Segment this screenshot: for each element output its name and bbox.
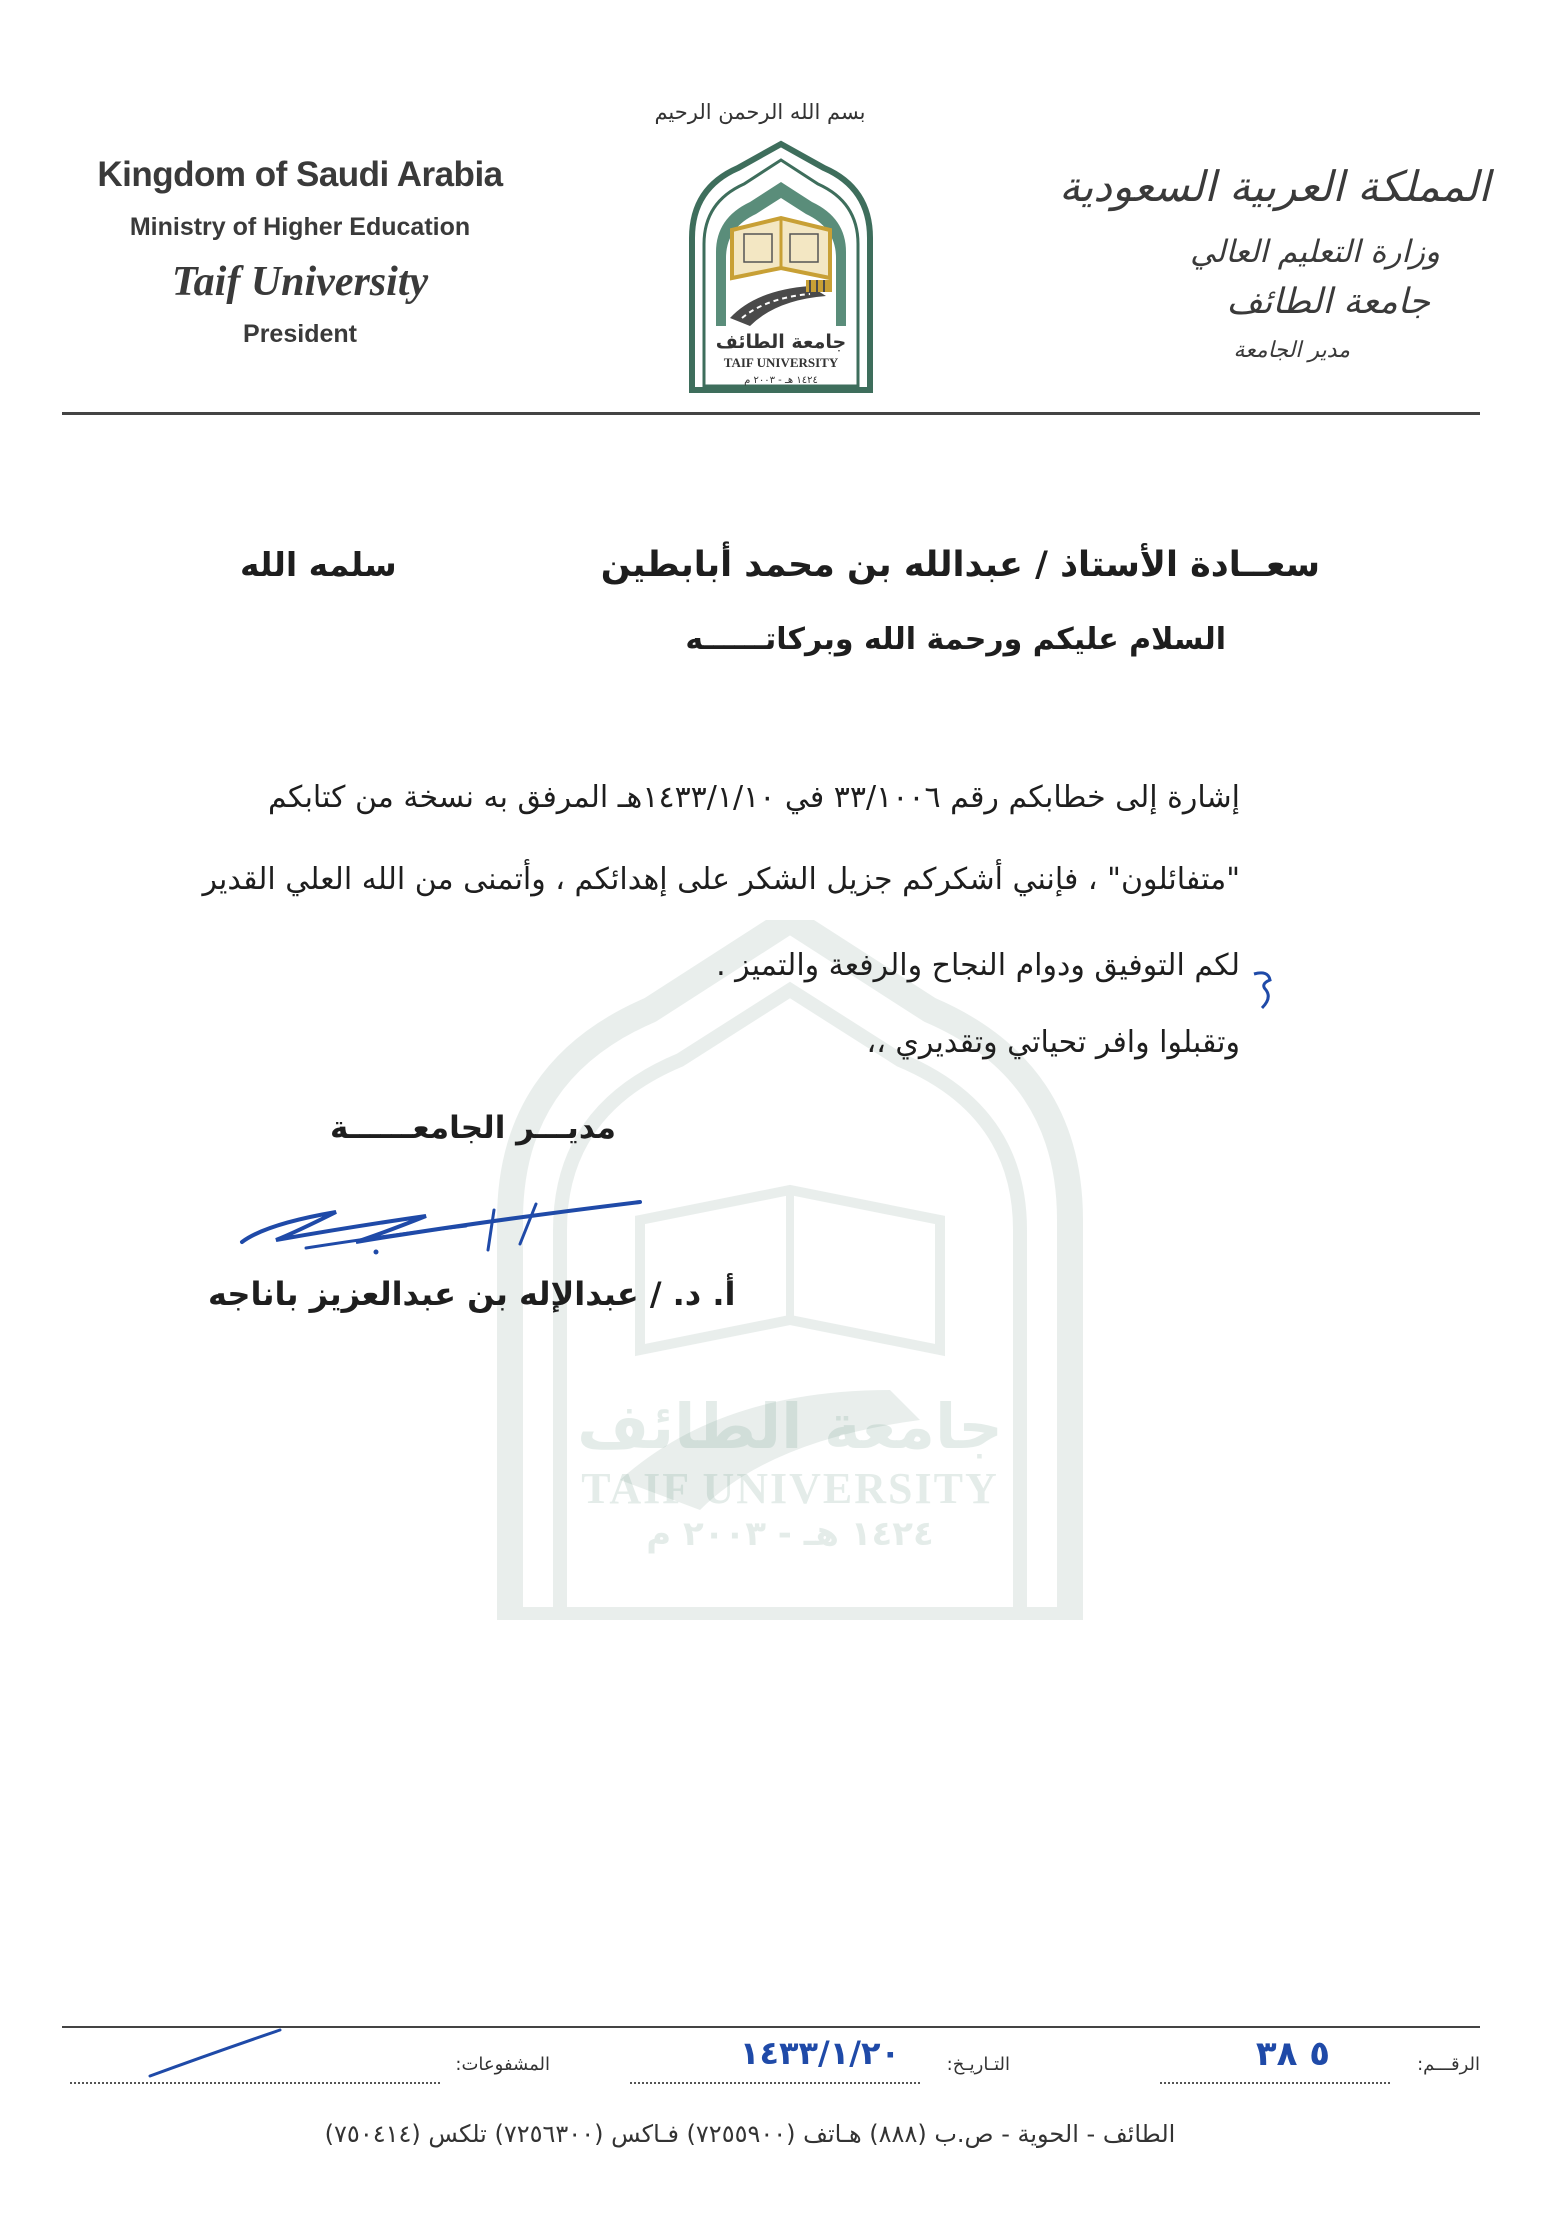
university-logo <box>686 140 876 393</box>
basmala: بسم الله الرحمن الرحيم <box>654 100 866 124</box>
attachments-label: المشفوعات: <box>455 2054 550 2075</box>
header-arabic <box>1010 162 1490 363</box>
date-line <box>630 2082 920 2084</box>
signer-title: مديـــر الجامعــــــة <box>330 1110 616 1146</box>
ministry-name-ar: وزارة التعليم العالي <box>1190 234 1440 271</box>
date-value: ١٤٣٣/١/٢٠ <box>739 2034 900 2072</box>
paragraph-line-2: "متفائلون" ، فإنني أشكركم جزيل الشكر على إهدائكم ، وأتمنى من الله العلي القدير <box>202 862 1240 897</box>
signature-icon <box>236 1180 646 1270</box>
office-title-en: President <box>243 320 357 348</box>
university-name-en: Taif University <box>171 259 429 305</box>
country-name-ar: المملكة العربية السعودية <box>1059 162 1490 211</box>
university-name-ar: جامعة الطائف <box>1226 282 1430 323</box>
country-name-en: Kingdom of Saudi Arabia <box>97 155 503 194</box>
number-value: ٥ ٣٨ <box>1255 2034 1330 2074</box>
header-divider <box>62 412 1480 415</box>
watermark-text <box>500 1390 1080 1554</box>
paragraph-line-3: لكم التوفيق ودوام النجاح والرفعة والتميز . <box>716 948 1240 983</box>
recipient: سعــادة الأستاذ / عبدالله بن محمد أبابطين <box>600 545 1320 585</box>
paragraph-line-1: إشارة إلى خطابكم رقم ٣٣/١٠٠٦ في ١٤٣٣/١/١٠هـ المرفق به نسخة من كتابكم <box>268 780 1240 815</box>
greeting: السلام عليكم ورحمة الله وبركاتــــــه <box>685 622 1226 657</box>
number-line <box>1160 2082 1390 2084</box>
date-label: التـاريـخ: <box>946 2054 1010 2075</box>
logo-name-en: TAIF UNIVERSITY <box>723 355 839 370</box>
logo-name-ar: جامعة الطائف <box>715 331 847 353</box>
watermark-university-ar: جامعة الطائف <box>577 1390 1003 1463</box>
signer-name: أ. د. / عبدالإله بن عبدالعزيز باناجه <box>208 1275 736 1313</box>
honorific: سلمه الله <box>240 545 397 584</box>
handwritten-mark-icon <box>1246 968 1282 1012</box>
ministry-name-en: Ministry of Higher Education <box>129 213 471 241</box>
logo-date: ١٤٢٤ هـ - ٢٠٠٣ م <box>744 375 818 386</box>
watermark-university-en: TAIF UNIVERSITY <box>581 1464 999 1513</box>
office-title-ar: مدير الجامعة <box>1233 338 1350 364</box>
number-label: الرقـــم: <box>1417 2054 1480 2075</box>
closing: وتقبلوا وافر تحياتي وتقديري ،، <box>866 1025 1240 1060</box>
header-english <box>60 155 540 349</box>
footer-address: الطائف - الحوية - ص.ب (٨٨٨) هـاتف (٧٢٥٥٩٠٠) فـاكس (٧٢٥٦٣٠٠) تلكس (٧٥٠٤١٤) <box>324 2120 1176 2148</box>
attachments-mark-icon <box>140 2024 290 2080</box>
attachments-line <box>70 2082 440 2084</box>
watermark-date: ١٤٢٤ هـ - ٢٠٠٣ م <box>646 1514 934 1554</box>
